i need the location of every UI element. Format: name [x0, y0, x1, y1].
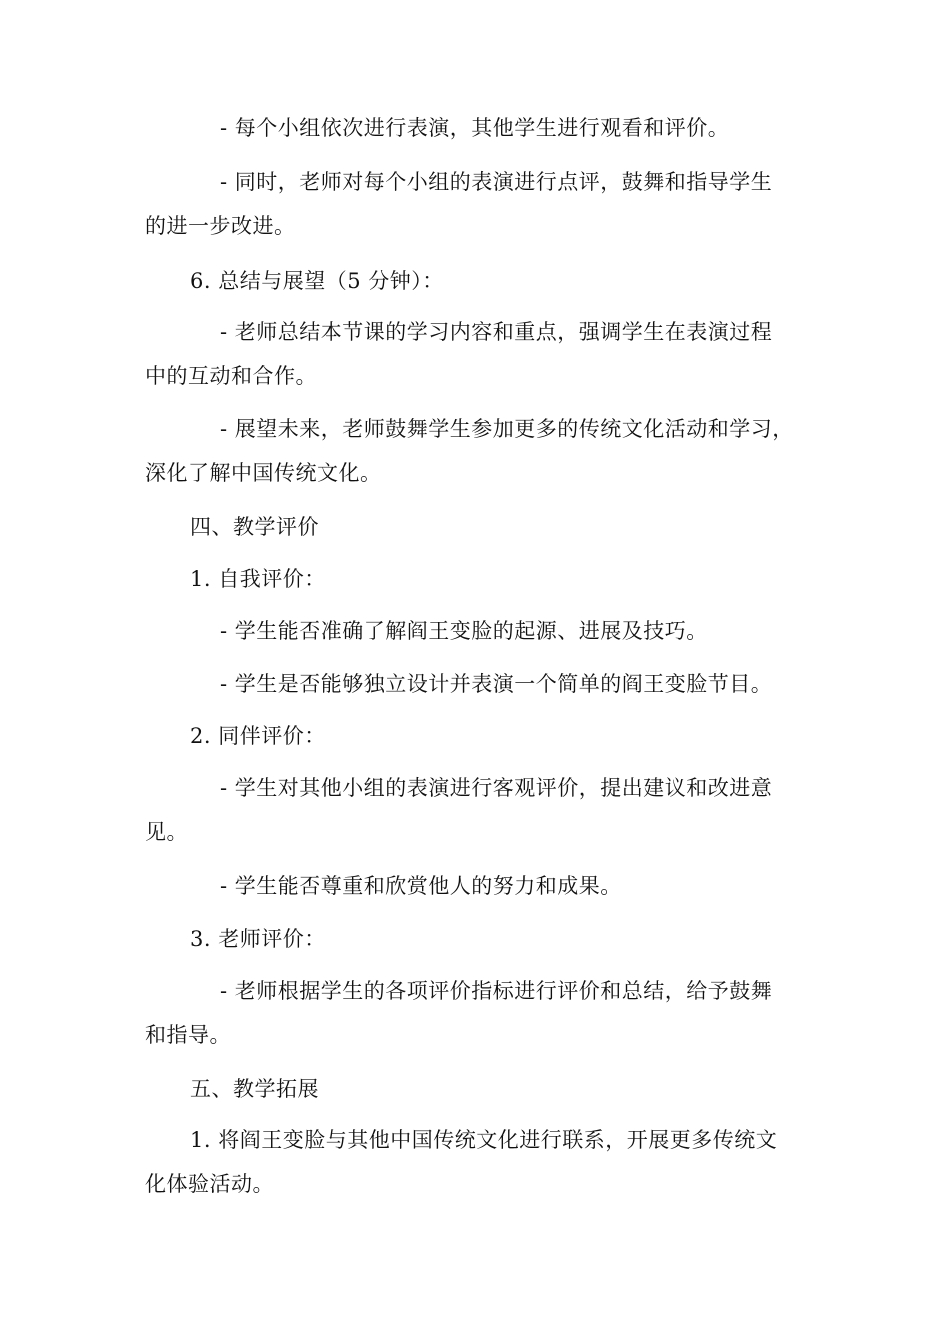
paragraph-bullet [145, 864, 805, 908]
text-line: - 老师总结本节课的学习内容和重点，强调学生在表演过程 [220, 320, 773, 344]
text-line: - 学生能否尊重和欣赏他人的努力和成果。 [220, 874, 622, 898]
subsection-heading [145, 557, 805, 601]
text-line: 2. 同伴评价： [190, 724, 326, 748]
text-line: 的进一步改进。 [145, 214, 296, 238]
text-line: - 学生能否准确了解阎王变脸的起源、进展及技巧。 [220, 619, 708, 643]
text-line: 1. 自我评价： [190, 567, 326, 591]
text-line: 化体验活动。 [145, 1172, 274, 1196]
text-line: - 学生对其他小组的表演进行客观评价，提出建议和改进意 [220, 776, 773, 800]
section-heading [145, 1067, 805, 1111]
subsection-heading [145, 714, 805, 758]
paragraph-bullet [145, 969, 805, 1057]
paragraph-bullet [145, 310, 805, 398]
section-heading [145, 505, 805, 549]
text-line: 见。 [145, 820, 188, 844]
text-line: - 每个小组依次进行表演，其他学生进行观看和评价。 [220, 116, 730, 140]
text-line: - 学生是否能够独立设计并表演一个简单的阎王变脸节目。 [220, 672, 773, 696]
paragraph-numbered [145, 1118, 805, 1206]
section-step-heading [145, 259, 805, 303]
text-line: - 同时，老师对每个小组的表演进行点评，鼓舞和指导学生 [220, 170, 773, 194]
paragraph-bullet [145, 160, 805, 248]
paragraph-bullet [145, 766, 805, 854]
text-line: - 展望未来，老师鼓舞学生参加更多的传统文化活动和学习， [220, 417, 794, 441]
text-line: 五、教学拓展 [190, 1077, 319, 1101]
subsection-heading [145, 917, 805, 961]
text-line: 和指导。 [145, 1023, 231, 1047]
paragraph-bullet [145, 106, 805, 150]
text-line: 中的互动和合作。 [145, 364, 317, 388]
paragraph-bullet [145, 609, 805, 653]
text-line: 1. 将阎王变脸与其他中国传统文化进行联系，开展更多传统文 [190, 1128, 778, 1152]
paragraph-bullet [145, 407, 805, 495]
text-line: 3. 老师评价： [190, 927, 326, 951]
text-line: 四、教学评价 [190, 515, 319, 539]
text-line: - 老师根据学生的各项评价指标进行评价和总结，给予鼓舞 [220, 979, 773, 1003]
paragraph-bullet [145, 662, 805, 706]
text-line: 6. 总结与展望（5 分钟）： [190, 269, 444, 293]
text-line: 深化了解中国传统文化。 [145, 461, 382, 485]
